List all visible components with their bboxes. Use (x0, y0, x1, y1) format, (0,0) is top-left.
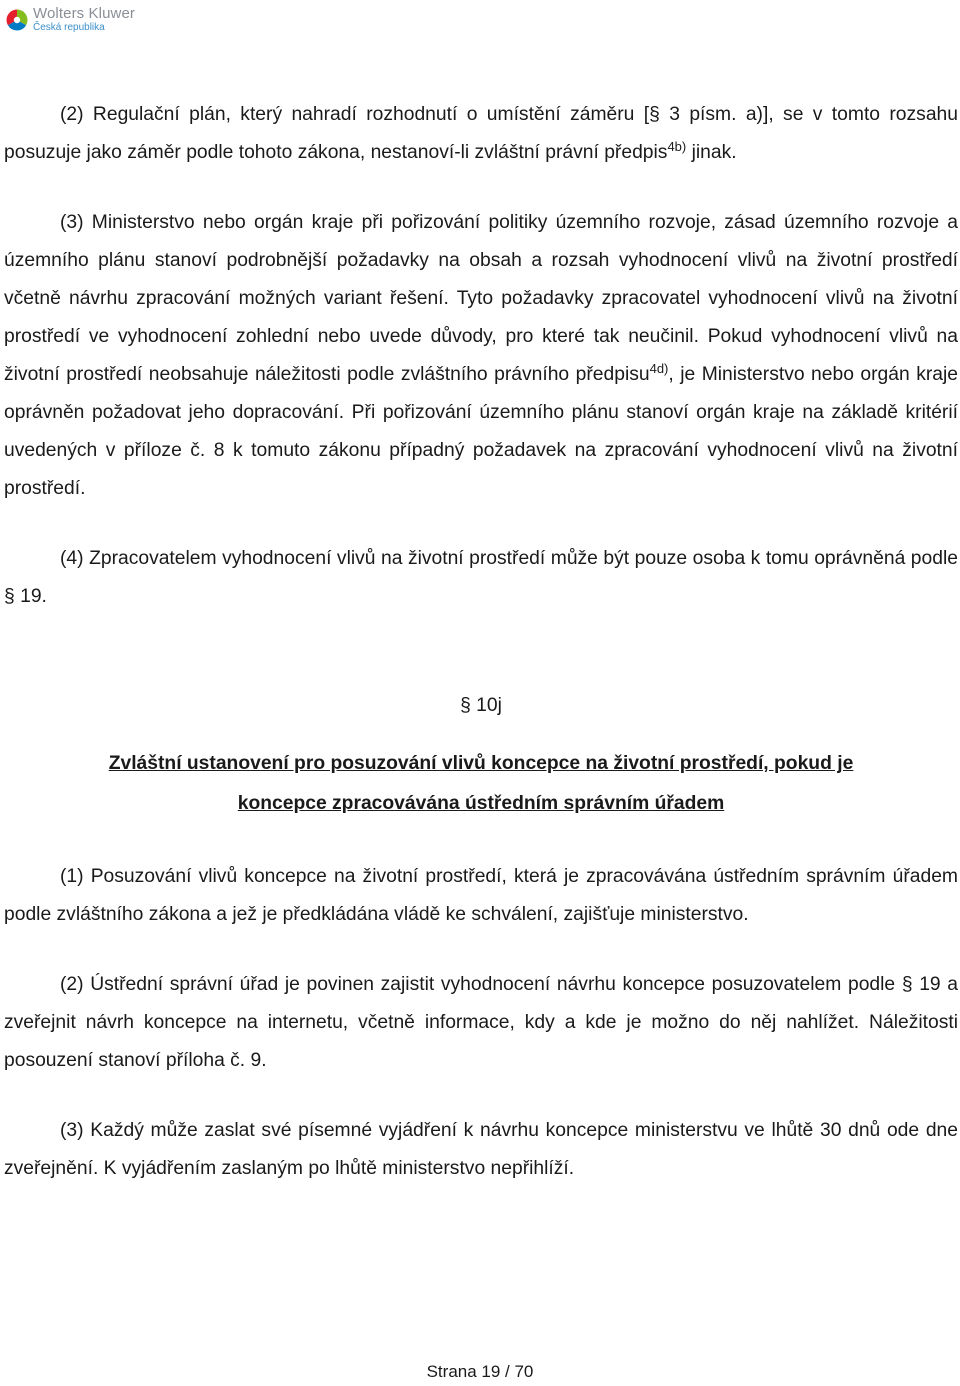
paragraph-text: 3 písm. a)], se v tomto rozsahu posuzuje jako záměr podle tohoto zákona, nestanoví-li zvláštní právní předpis (4, 104, 958, 163)
spacer (4, 934, 958, 966)
paragraph-text: (2) Regulační plán, který nahradí rozhodnutí o umístění záměru [ (60, 104, 650, 125)
paragraph-2 (4, 96, 958, 172)
paragraph-text: 19 a zveřejnit návrh koncepce na internetu, včetně informace, kdy a kde je možno do něj nahlížet. Náležitosti posouzení stanoví příloha č. 9. (4, 974, 959, 1071)
paragraph-4 (4, 540, 958, 616)
paragraph-10j-1: (1) Posuzování vlivů koncepce na životní prostředí, která je zpracovávána ústředním správním úřadem podle zvláštního zákona a jež je předkládána vládě ke schválení, zajišťuje ministerstvo. (4, 866, 958, 925)
brand-subtitle: Česká republika (33, 22, 105, 33)
section-sign-icon: § (460, 695, 471, 716)
footnote-ref[interactable]: 4b) (667, 139, 687, 154)
section-sign-icon: § (901, 974, 913, 995)
paragraph-10j-3: (3) Každý může zaslat své písemné vyjádření k návrhu koncepce ministerstvu ve lhůtě 30 dnů ode dne zveřejnění. K vyjádřením zaslaným po lhůtě ministerstvo nepřihlíží. (4, 1120, 958, 1179)
paragraph-text: 19. (14, 586, 47, 607)
paragraph-text: , je Ministerstvo nebo orgán kraje oprávněn požadovat jeho dopracování. Při pořizování územního plánu stanoví orgán kraje na základě kritérií uvedených v příloze č. 8 k tomuto zákonu případný požadavek na zpracování vyhodnocení vlivů na životní prostředí. (4, 364, 958, 499)
paragraph-3 (4, 204, 958, 508)
paragraph-text: (2) Ústřední správní úřad je povinen zajistit vyhodnocení návrhu koncepce posuzovatelem podle (60, 974, 896, 995)
spacer (4, 824, 958, 858)
wolters-kluwer-logo-icon (6, 9, 28, 31)
spacer (4, 1080, 958, 1112)
publisher-logo (6, 6, 135, 33)
section-title: Zvláštní ustanovení pro posuzování vlivů koncepce na životní prostředí, pokud je koncepce zpracovávána ústředním správním úřadem (108, 753, 854, 814)
document-body (4, 96, 958, 1188)
section-sign-icon: § (4, 586, 15, 607)
page-number: Strana 19 / 70 (426, 1362, 534, 1381)
paragraph-text: (3) Ministerstvo nebo orgán kraje při pořizování politiky územního rozvoje, zásad územního rozvoje a územního plánu stanoví podrobnější požadavky na obsah a rozsah vyhodnocení vlivů na životní prostředí včetně návrhu zpracování možných variant řešení. Tyto požadavky zpracovatel vyhodnocení vlivů na životní prostředí ve vyhodnocení zohlední nebo uvede důvody, pro které tak neučinil. Pokud vyhodnocení vlivů na životní prostředí neobsahuje náležitosti podle zvláštního právního předpisu (4, 212, 958, 385)
spacer (4, 616, 958, 688)
section-number: § 10j (460, 695, 502, 716)
brand-name: Wolters Kluwer (33, 5, 135, 22)
paragraph-text: (4) Zpracovatelem vyhodnocení vlivů na životní prostředí může být pouze osoba k tomu oprávněná podle (60, 548, 958, 569)
spacer (4, 724, 958, 744)
paragraph-text: jinak. (686, 142, 737, 163)
footnote-ref[interactable]: 4d) (649, 361, 669, 376)
paragraph-10j-2 (4, 966, 958, 1080)
spacer (4, 172, 958, 204)
spacer (4, 508, 958, 540)
section-sign-icon: § (649, 104, 660, 125)
